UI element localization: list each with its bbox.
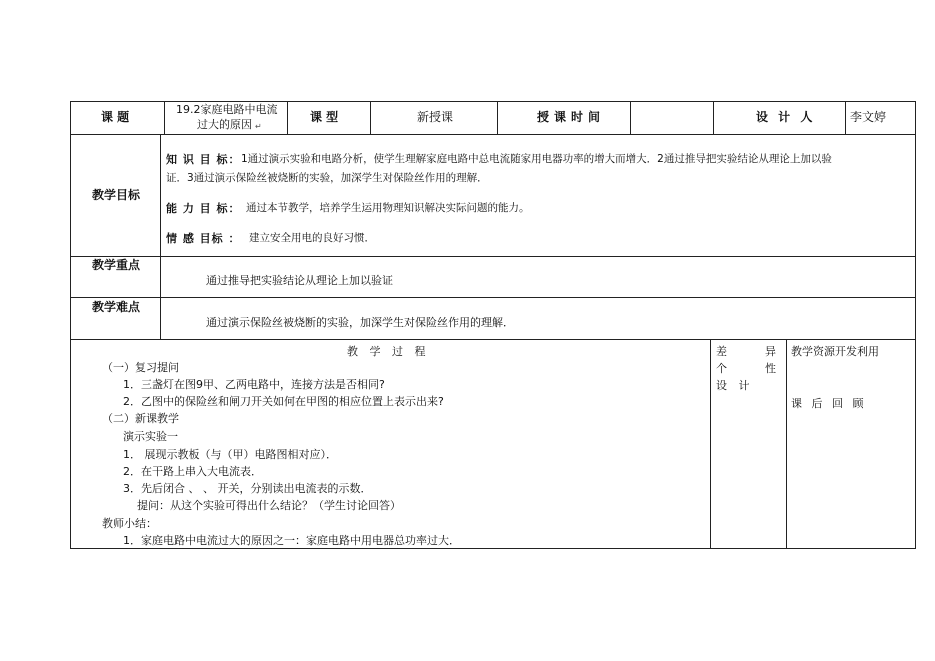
table-col-divider: [164, 101, 165, 135]
process-line: （二）新课教学: [102, 412, 179, 425]
knowledge-objective-line1: 1通过演示实验和电路分析，使学生理解家庭电路中总电流随家用电器功率的增大而增大．2通过推导把实验结论从理论上加以验: [241, 153, 832, 165]
emotion-objective-label: 情 感 目标 ：: [166, 232, 241, 245]
ke-ti-label: 课 题: [101, 110, 130, 124]
table-col-divider: [713, 101, 714, 135]
table-border-top: [70, 101, 916, 102]
process-line: 教师小结：: [102, 517, 157, 530]
process-title: 教 学 过 程: [347, 345, 430, 358]
process-line: 提问：从这个实验可得出什么结论？（学生讨论回答）: [137, 499, 401, 512]
table-col-divider: [497, 101, 498, 135]
lesson-time-label: 授课时间: [537, 110, 606, 124]
ability-objective-label: 能 力 目 标：: [166, 202, 241, 215]
process-line: 1．家庭电路中电流过大的原因之一：家庭电路中用电器总功率过大．: [123, 534, 460, 547]
table-border-bottom: [70, 548, 916, 549]
table-row-divider: [70, 134, 916, 135]
table-border-right: [915, 101, 916, 549]
process-line: 2．在干路上串入大电流表．: [123, 465, 262, 478]
table-row-divider: [70, 339, 916, 340]
ke-ti-value-line1: 19.2家庭电路中电流: [176, 103, 278, 116]
table-row-divider: [70, 256, 916, 257]
key-point-label: 教学重点: [92, 258, 141, 272]
table-col-divider: [630, 101, 631, 135]
designer-value: 李文婷: [850, 110, 887, 124]
review-label: 课 后 回 顾: [791, 397, 867, 410]
difficulty-text: 通过演示保险丝被烧断的实验，加深学生对保险丝作用的理解．: [206, 316, 514, 329]
diff-design-yi: 异: [765, 345, 776, 358]
emotion-objective-text: 建立安全用电的良好习惯．: [249, 232, 375, 244]
process-line: 1．三盏灯在图9甲、乙两电路中，连接方法是否相同?: [123, 378, 385, 391]
table-border-left: [70, 101, 71, 549]
diff-design-xing: 性: [765, 362, 776, 375]
ke-xing-label: 课 型: [310, 110, 339, 124]
process-line: 1． 展现示教板（与（甲）电路图相对应）．: [123, 448, 337, 461]
diff-design-sheji: 设 计: [716, 379, 754, 392]
process-line: 2．乙图中的保险丝和闸刀开关如何在甲图的相应位置上表示出来?: [123, 395, 444, 408]
difficulty-label: 教学难点: [92, 300, 141, 314]
diff-design-cha: 差: [716, 345, 727, 358]
ability-objective-text: 通过本节教学，培养学生运用物理知识解决实际问题的能力。: [246, 202, 530, 214]
knowledge-objective-label: 知 识 目 标：: [166, 153, 241, 166]
table-col-divider: [710, 339, 711, 549]
diff-design-ge: 个: [716, 362, 727, 375]
key-point-text: 通过推导把实验结论从理论上加以验证: [206, 274, 393, 287]
process-line: 3．先后闭合 、 、 开关，分别读出电流表的示数．: [123, 482, 372, 495]
process-line: （一）复习提问: [102, 361, 179, 374]
table-col-divider: [160, 134, 161, 340]
table-row-divider: [70, 297, 916, 298]
resources-label: 教学资源开发利用: [791, 345, 879, 358]
ke-xing-value: 新授课: [417, 110, 454, 124]
table-col-divider: [370, 101, 371, 135]
table-col-divider: [287, 101, 288, 135]
objectives-label: 教学目标: [92, 188, 141, 202]
ke-ti-value-mark: ↵: [255, 122, 262, 131]
process-line: 演示实验一: [123, 430, 178, 443]
ke-ti-value-line2: 过大的原因: [197, 118, 252, 131]
designer-label: 设 计 人: [756, 110, 816, 124]
table-col-divider: [845, 101, 846, 135]
knowledge-objective-line2: 证．3通过演示保险丝被烧断的实验，加深学生对保险丝作用的理解．: [166, 172, 488, 184]
table-col-divider: [786, 339, 787, 549]
